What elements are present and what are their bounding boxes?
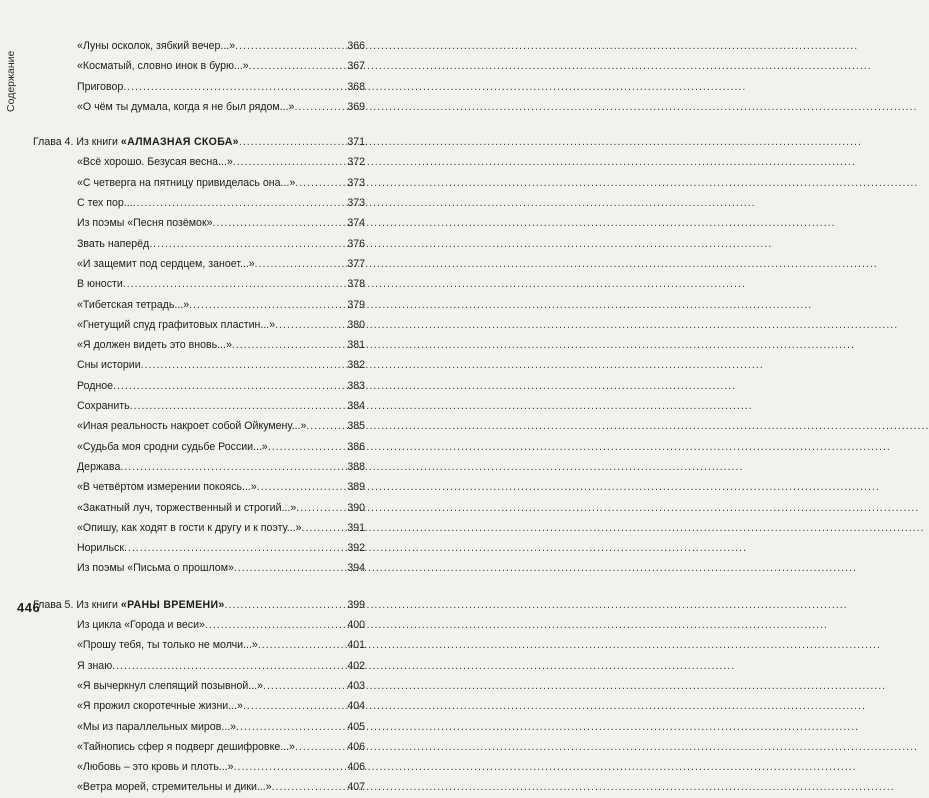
leader-dots [234,558,346,578]
leader-dots [234,757,347,777]
entry-title: «Всё хорошо. Безусая весна...» [77,156,233,169]
spacer [33,117,365,132]
entry-title: «Закатный луч, торжественный и строгий...» [77,501,297,514]
chapter-page: 399 [347,598,365,611]
leader-dots [233,152,347,172]
toc-entry [33,274,365,294]
leader-dots [243,696,346,716]
toc-entry [33,457,365,477]
entry-page: 379 [347,298,365,311]
toc-entry [33,173,365,193]
toc-group-chapter-5 [33,595,365,798]
entry-title: «Луны осколок, зябкий вечер...» [77,40,236,52]
leader-dots [258,635,346,655]
entry-title: «Иная реальность накроет собой Ойкумену...» [77,420,307,433]
toc-entry [33,656,365,676]
entry-title: Сохранить [77,400,130,413]
leader-dots [232,335,346,355]
toc-entry [33,538,365,558]
entry-page: 373 [347,176,365,189]
leader-dots [249,56,347,76]
leader-dots [112,656,346,676]
leader-dots [141,355,347,375]
leader-dots [123,77,346,97]
entry-title: «Я прожил скоротечные жизни...» [77,700,243,713]
leader-dots [133,193,347,213]
toc-entry [33,335,365,355]
chapter-heading [33,595,365,615]
entry-title: «С четверга на пятницу привиделась она...» [77,176,296,189]
chapter-prefix: Глава 4. Из книги [33,136,121,149]
entry-title: «Судьба моя сродни судьбе России...» [77,440,268,453]
entry-title: «В четвёртом измерении покоясь...» [77,481,257,494]
toc-entry [33,152,365,172]
toc-entry [33,254,365,274]
leader-dots [295,737,346,757]
entry-title: Я знаю [77,659,113,672]
entry-page: 407 [347,781,365,794]
entry-page: 391 [347,521,365,534]
spacer [33,579,365,595]
toc-entry [33,234,365,254]
toc-entry [33,437,365,457]
chapter-title [33,595,225,615]
entry-title: «Тибетская тетрадь...» [77,298,190,311]
leader-dots [236,717,346,737]
toc-entry [33,295,365,315]
entry-page: 376 [347,237,365,250]
entry-title: Держава [77,460,121,473]
entry-page: 390 [347,501,365,514]
entry-title: «Гнетущий спуд графитовых пластин...» [77,318,276,331]
toc-entry [33,737,365,757]
leader-dots [296,498,346,518]
leader-dots [268,437,347,457]
entry-page: 384 [347,400,365,413]
toc-entry [33,518,365,538]
leader-dots [225,595,347,615]
entry-title: Приговор [77,80,124,93]
entry-page: 389 [347,481,365,494]
entry-page: 373 [347,197,365,210]
toc-entry [33,376,365,396]
entry-title: Из поэмы «Песня позёмок» [77,217,213,230]
entry-page: 381 [347,339,365,352]
leader-dots [295,173,346,193]
toc-entry [33,56,365,76]
entry-page: 401 [347,639,365,652]
chapter-title [33,132,239,152]
entry-page: 380 [347,318,365,331]
leader-dots [302,518,347,538]
toc-entry [33,757,365,777]
entry-page: 386 [347,440,365,453]
leader-dots [272,777,347,797]
entry-page: 406 [347,761,365,774]
leader-dots [130,396,347,416]
toc-entry [33,477,365,497]
leader-dots [294,97,346,117]
chapter-prefix: Глава 5. Из книги [33,598,121,611]
leader-dots [113,376,346,396]
leader-dots [120,457,346,477]
entry-page: 372 [347,156,365,169]
leader-dots [257,477,347,497]
leader-dots [189,295,346,315]
toc-entry [33,615,365,635]
entry-title: «Я вычеркнул слепящий позывной...» [77,679,264,692]
entry-title: В юности [77,278,123,291]
entry-page: 368 [347,80,365,93]
leader-dots [123,274,347,294]
entry-page: 383 [347,379,365,392]
entry-title: «Любовь – это кровь и плоть...» [77,761,234,774]
entry-title: «Прошу тебя, ты только не молчи...» [77,639,258,652]
toc-entry [33,355,365,375]
entry-title: «Косматый, словно инок в бурю...» [77,60,249,73]
table-of-contents [33,36,365,798]
toc-entry [33,558,365,578]
leader-dots [306,416,346,436]
leader-dots [263,676,346,696]
leader-dots [212,213,346,233]
toc-entry [33,676,365,696]
chapter-heading [33,132,365,152]
entry-title: «Тайнопись сфер я подверг дешифровке...» [77,740,295,753]
entry-title: Сны истории [77,359,141,372]
toc-entry [33,416,365,436]
entry-title: Из цикла «Города и веси» [77,619,205,632]
chapter-page: 371 [347,136,365,149]
entry-page: 377 [347,257,365,270]
leader-dots [239,132,346,152]
leader-dots [124,538,346,558]
toc-group-1 [33,36,365,117]
page-number: 446 [17,600,41,615]
toc-entry [33,635,365,655]
entry-page: 404 [347,700,365,713]
entry-page: 406 [347,740,365,753]
entry-title: Норильск [77,542,124,555]
entry-page: 402 [347,659,365,672]
chapter-book-name: «РАНЫ ВРЕМЕНИ» [120,598,225,611]
entry-title: «Я должен видеть это вновь...» [77,339,232,352]
entry-title: Родное [77,379,114,392]
entry-page: 366 [347,40,365,52]
entry-title: С тех пор... [77,197,133,210]
entry-title: «Опишу, как ходят в гости к другу и к поэту...» [77,521,302,534]
entry-page: 405 [347,720,365,733]
leader-dots [275,315,346,335]
entry-page: 400 [347,619,365,632]
toc-entry [33,315,365,335]
chapter-book-name: «АЛМАЗНАЯ СКОБА» [120,136,239,149]
entry-page: 369 [347,100,365,113]
leader-dots [149,234,346,254]
leader-dots [255,254,347,274]
entry-title: «Ветра морей, стремительны и дики...» [77,781,272,794]
toc-entry [33,97,365,117]
toc-entry [33,777,365,797]
section-title: Содержание [5,50,17,112]
leader-dots [205,615,346,635]
entry-page: 385 [347,420,365,433]
entry-page: 403 [347,679,365,692]
entry-title: Звать наперёд [77,237,150,250]
toc-entry [33,193,365,213]
entry-page: 382 [347,359,365,372]
toc-entry [33,498,365,518]
leader-dots [235,36,346,56]
toc-group-chapter-4 [33,132,365,579]
toc-entry [33,396,365,416]
entry-page: 374 [347,217,365,230]
toc-entry [33,77,365,97]
entry-page: 367 [347,60,365,73]
entry-page: 378 [347,278,365,291]
entry-page: 388 [347,460,365,473]
entry-title: «Мы из параллельных миров...» [77,720,237,733]
toc-entry [33,696,365,716]
toc-entry [33,36,365,56]
toc-entry [33,213,365,233]
entry-title: Из поэмы «Письма о прошлом» [77,562,234,575]
toc-entry [33,717,365,737]
entry-title: «О чём ты думала, когда я не был рядом...» [77,100,295,113]
entry-page: 394 [347,562,365,575]
entry-page: 392 [347,542,365,555]
entry-title: «И защемит под сердцем, заноет...» [77,257,255,270]
